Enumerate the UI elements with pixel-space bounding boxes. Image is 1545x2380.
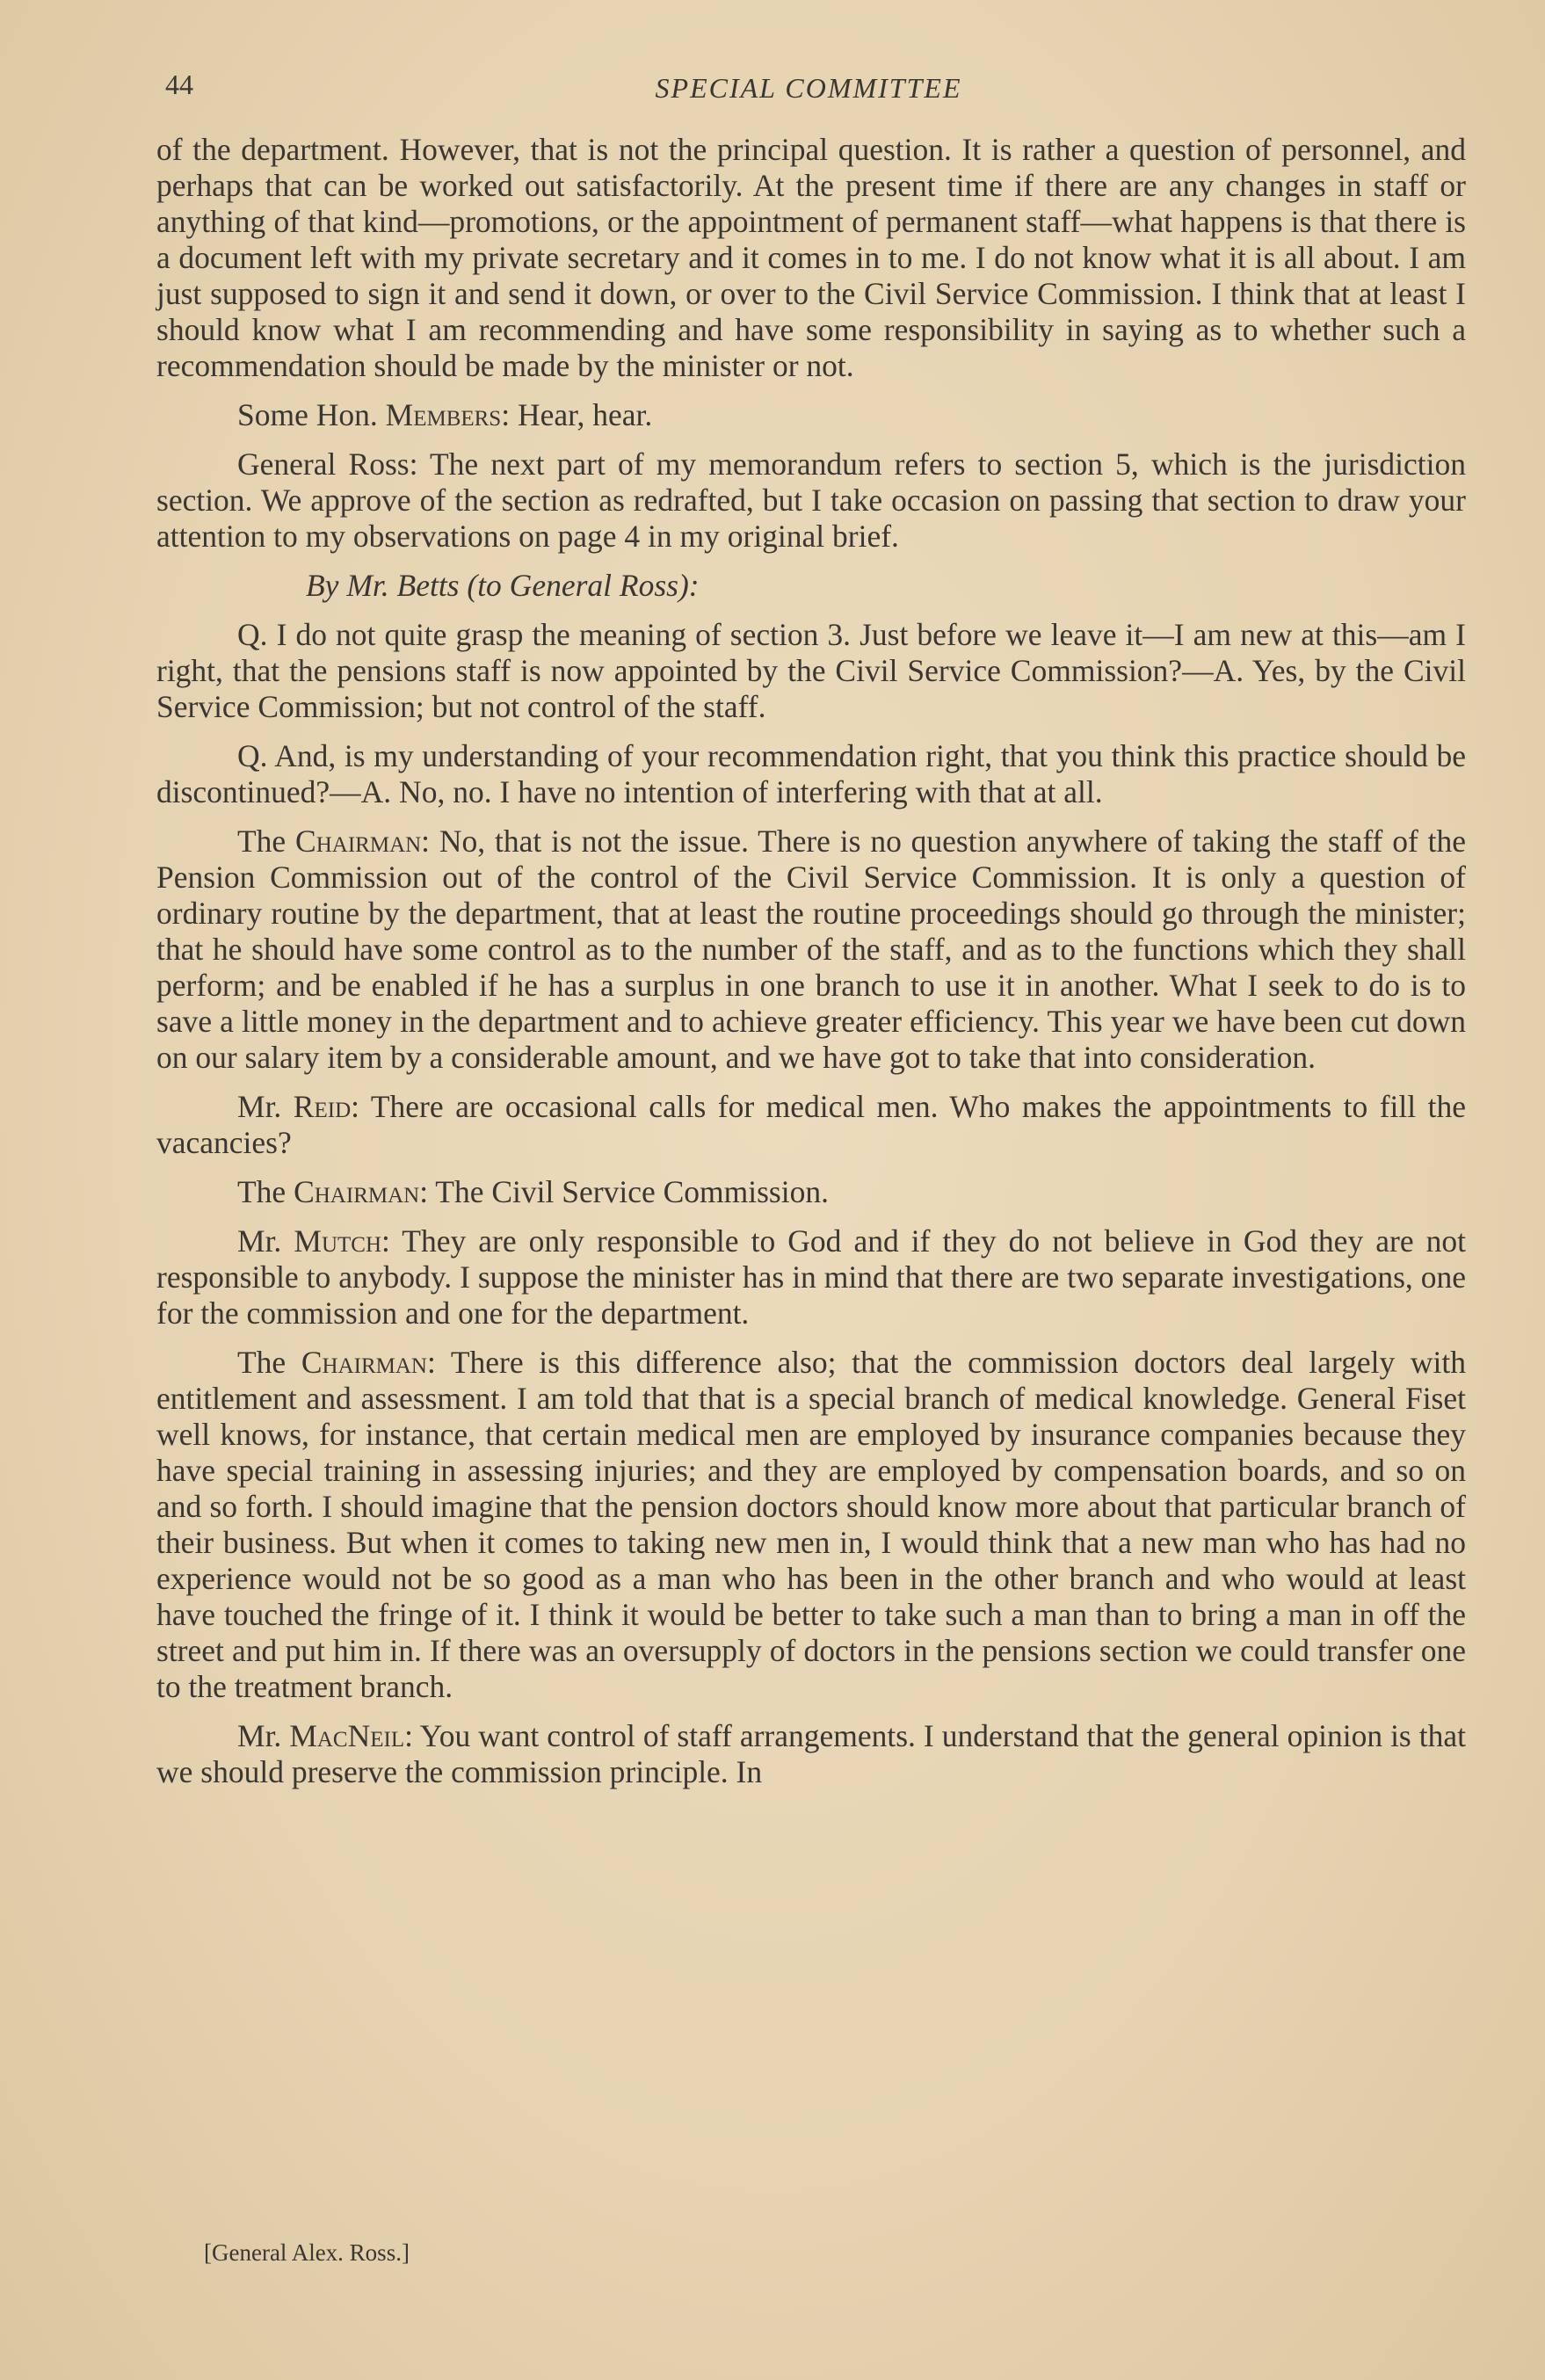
- body-text: [156, 132, 1466, 1803]
- speech-mutch: Mr. Mutch: They are only responsible to God and if they do not believe in God they are not responsible to anybody. I suppose the minister has in mind that there are two separate investigations, one for the commission and one for the department.: [156, 1223, 1466, 1331]
- speaker-name: Reid: [293, 1089, 352, 1124]
- speech-members: Some Hon. Members: Hear, hear.: [237, 397, 653, 432]
- paragraph-continuation: of the department. However, that is not the principal question. It is rather a question of personnel, and perhaps that can be worked out satisfactorily. At the present time if there are any changes in staff or anything of that kind—promotions, or the appointment of permanent staff—what happens is that there is a document left with my private secretary and it comes in to me. I do not know what it is all about. I am just supposed to sign it and send it down, or over to the Civil Service Commission. I think that at least I should know what I am recommending and have some responsibility in saying as to whether such a recommendation should be made by the minister or not.: [156, 132, 1466, 383]
- witness-footnote: [General Alex. Ross.]: [204, 2239, 410, 2266]
- speech-general-ross: General Ross: The next part of my memorandum refers to section 5, which is the jurisdiction section. We approve of the section as redrafted, but I take occasion on passing that section to draw your attention to my observations on page 4 in my original brief.: [156, 446, 1466, 554]
- question-answer-2: Q. And, is my understanding of your recommendation right, that you think this practice should be discontinued?—A. No, no. I have no intention of interfering with that at all.: [156, 738, 1466, 809]
- speech-chairman-2: The Chairman: The Civil Service Commission.: [237, 1174, 829, 1209]
- speaker-name: MacNeil: [289, 1718, 405, 1753]
- question-answer-1: Q. I do not quite grasp the meaning of section 3. Just before we leave it—I am new at this—am I right, that the pensions staff is now appointed by the Civil Service Commission?—A. Yes, by the Civil Service Commission; but not control of the staff.: [156, 617, 1466, 724]
- speaker-name: Chairman: [301, 1345, 427, 1380]
- speech-reid: Mr. Reid: There are occasional calls for medical men. Who makes the appointments to fill the vacancies?: [156, 1089, 1466, 1160]
- speech-chairman-3: The Chairman: There is this difference also; that the commission doctors deal largely with entitlement and assessment. I am told that that is a special branch of medical knowledge. General Fiset well knows, for instance, that certain medical men are employed by insurance companies because they have special training in assessing injuries; and they are employed by compensation boards, and so on and so forth. I should imagine that the pension doctors should know more about that particular branch of their business. But when it comes to taking new men in, I would think that a new man who has had no experience would not be so good as a man who has been in the other branch and who would at least have touched the fringe of it. I think it would be better to take such a man than to bring a man in off the street and put him in. If there was an oversupply of doctors in the pensions section we could transfer one to the treatment branch.: [156, 1345, 1466, 1704]
- speaker-name: Chairman: [295, 824, 422, 859]
- speaker-name: Mutch: [294, 1223, 381, 1259]
- speaker-name: Members: [385, 397, 502, 432]
- page-number: 44: [165, 69, 193, 100]
- speaker-name: Chairman: [294, 1174, 420, 1209]
- examiner-byline: By Mr. Betts (to General Ross):: [306, 568, 700, 603]
- running-head: SPECIAL COMMITTEE: [655, 72, 962, 104]
- speech-chairman-1: The Chairman: No, that is not the issue. There is no question anywhere of taking the staff of the Pension Commission out of the control of the Civil Service Commission. It is only a question of ordinary routine by the department, that at least the routine proceedings should go through the minister; that he should have some control as to the number of the staff, and as to the functions which they shall perform; and be enabled if he has a surplus in one branch to use it in another. What I seek to do is to save a little money in the department and to achieve greater efficiency. This year we have been cut down on our salary item by a considerable amount, and we have got to take that into consideration.: [156, 824, 1466, 1075]
- speech-macneil: Mr. MacNeil: You want control of staff arrangements. I understand that the general opinion is that we should preserve the commission principle. In: [156, 1718, 1466, 1789]
- page-header: [158, 69, 1459, 112]
